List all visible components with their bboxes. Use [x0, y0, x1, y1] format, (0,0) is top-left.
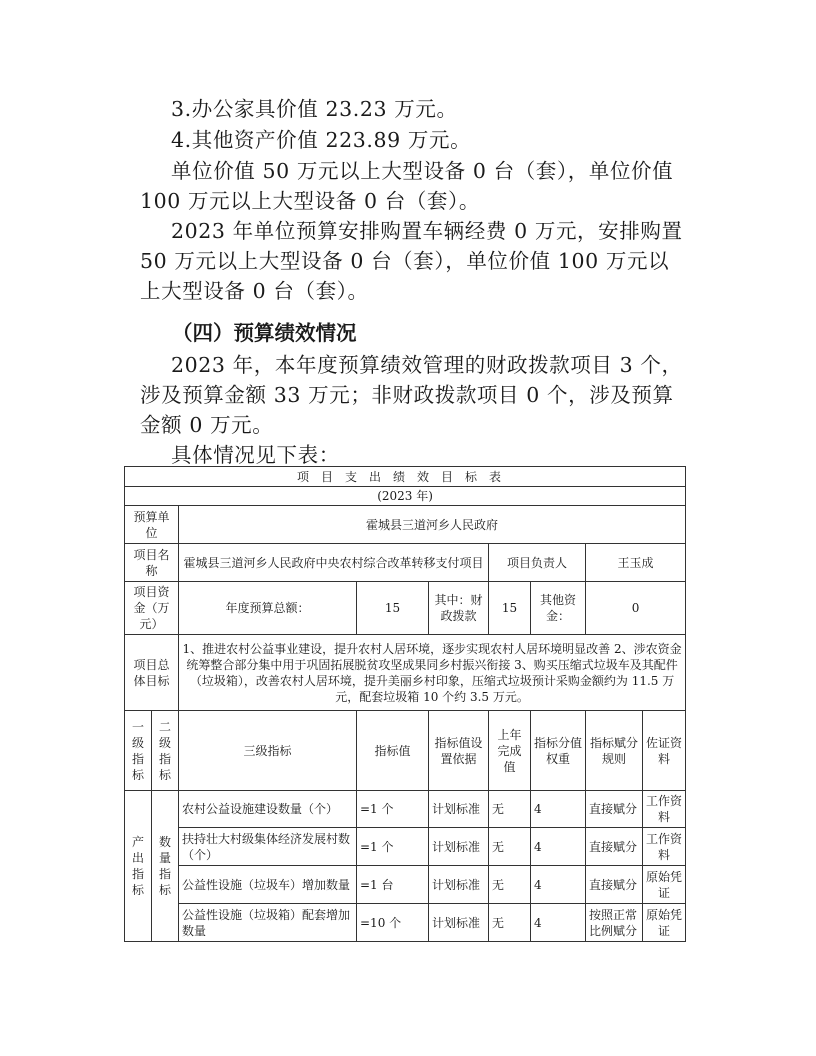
indicator-name: 扶持壮大村级集体经济发展村数（个） [179, 828, 357, 866]
indicator-value: =1 个 [357, 828, 429, 866]
indicator-basis: 计划标准 [429, 866, 489, 904]
header-evidence: 佐证资料 [643, 711, 686, 791]
indicator-last-year: 无 [489, 866, 531, 904]
header-level3-indicator: 三级指标 [179, 711, 357, 791]
header-scoring-rule: 指标赋分规则 [586, 711, 643, 791]
project-name-label: 项目名称 [125, 544, 179, 582]
indicator-rule: 直接赋分 [586, 791, 643, 828]
indicator-weight: 4 [531, 828, 586, 866]
table-year: (2023 年) [125, 487, 686, 506]
header-value-basis: 指标值设置依据 [429, 711, 489, 791]
header-score-weight: 指标分值权重 [531, 711, 586, 791]
indicator-last-year: 无 [489, 904, 531, 942]
fiscal-appropriation-label: 其中：财政拨款 [429, 582, 489, 635]
indicator-weight: 4 [531, 866, 586, 904]
indicator-name: 公益性设施（垃圾车）增加数量 [179, 866, 357, 904]
overall-goal-label: 项目总体目标 [125, 635, 179, 711]
indicator-weight: 4 [531, 904, 586, 942]
indicator-last-year: 无 [489, 791, 531, 828]
level1-output-indicator: 产出指标 [125, 791, 152, 942]
level2-quantity-indicator: 数量指标 [152, 791, 179, 942]
paragraph-see-table: 具体情况见下表： [171, 443, 340, 467]
indicator-basis: 计划标准 [429, 904, 489, 942]
paragraph-vehicle-budget: 2023 年单位预算安排购置车辆经费 0 万元，安排购置 50 万元以上大型设备 0 台（套），单位价值 100 万元以上大型设备 0 台（套）。 [140, 219, 683, 303]
indicator-evidence: 原始凭证 [643, 866, 686, 904]
indicator-basis: 计划标准 [429, 828, 489, 866]
header-level2-indicator: 二级指标 [152, 711, 179, 791]
paragraph-other-assets-value: 4.其他资产价值 223.89 万元。 [171, 128, 472, 152]
indicator-evidence: 原始凭证 [643, 904, 686, 942]
header-last-year-value: 上年完成值 [489, 711, 531, 791]
indicator-rule: 直接赋分 [586, 828, 643, 866]
indicator-rule: 按照正常比例赋分 [586, 904, 643, 942]
project-owner-label: 项目负责人 [489, 544, 586, 582]
table-title: 项目支出绩效目标表 [125, 467, 686, 487]
budget-unit-label: 预算单位 [125, 506, 179, 544]
indicator-weight: 4 [531, 791, 586, 828]
other-funds-value: 0 [586, 582, 686, 635]
project-name-value: 霍城县三道河乡人民政府中央农村综合改革转移支付项目 [179, 544, 489, 582]
other-funds-label: 其他资金： [531, 582, 586, 635]
section-heading-performance: （四）预算绩效情况 [172, 321, 357, 345]
header-level1-indicator: 一级指标 [125, 711, 152, 791]
indicator-value: =1 个 [357, 791, 429, 828]
indicator-name: 农村公益设施建设数量（个） [179, 791, 357, 828]
indicator-evidence: 工作资料 [643, 791, 686, 828]
indicator-value: =10 个 [357, 904, 429, 942]
performance-goal-table [124, 466, 686, 942]
project-owner-value: 王玉成 [586, 544, 686, 582]
project-funds-label: 项目资金（万元） [125, 582, 179, 635]
annual-budget-total-value: 15 [357, 582, 429, 635]
overall-goal-text: 1、推进农村公益事业建设，提升农村人居环境，逐步实现农村人居环境明显改善 2、涉农资金统筹整合部分集中用于巩固拓展脱贫攻坚成果同乡村振兴衔接 3、购买压缩式垃圾车及其配件（垃圾箱），改善农村人居环境，提升美丽乡村印象，压缩式垃圾预计采购金额约为 11.5 万元，配套垃圾箱 10 个约 3.5 万元。 [179, 635, 686, 711]
annual-budget-total-label: 年度预算总额： [179, 582, 357, 635]
fiscal-appropriation-value: 15 [489, 582, 531, 635]
indicator-value: =1 台 [357, 866, 429, 904]
indicator-last-year: 无 [489, 828, 531, 866]
header-indicator-value: 指标值 [357, 711, 429, 791]
budget-unit-value: 霍城县三道河乡人民政府 [179, 506, 686, 544]
paragraph-performance-summary: 2023 年，本年度预算绩效管理的财政拨款项目 3 个，涉及预算金额 33 万元；非财政拨款项目 0 个，涉及预算金额 0 万元。 [140, 353, 683, 437]
paragraph-furniture-value: 3.办公家具价值 23.23 万元。 [171, 97, 458, 121]
paragraph-large-equipment: 单位价值 50 万元以上大型设备 0 台（套），单位价值 100 万元以上大型设备 0 台（套）。 [140, 159, 674, 213]
indicator-basis: 计划标准 [429, 791, 489, 828]
indicator-rule: 直接赋分 [586, 866, 643, 904]
indicator-name: 公益性设施（垃圾箱）配套增加数量 [179, 904, 357, 942]
indicator-evidence: 工作资料 [643, 828, 686, 866]
